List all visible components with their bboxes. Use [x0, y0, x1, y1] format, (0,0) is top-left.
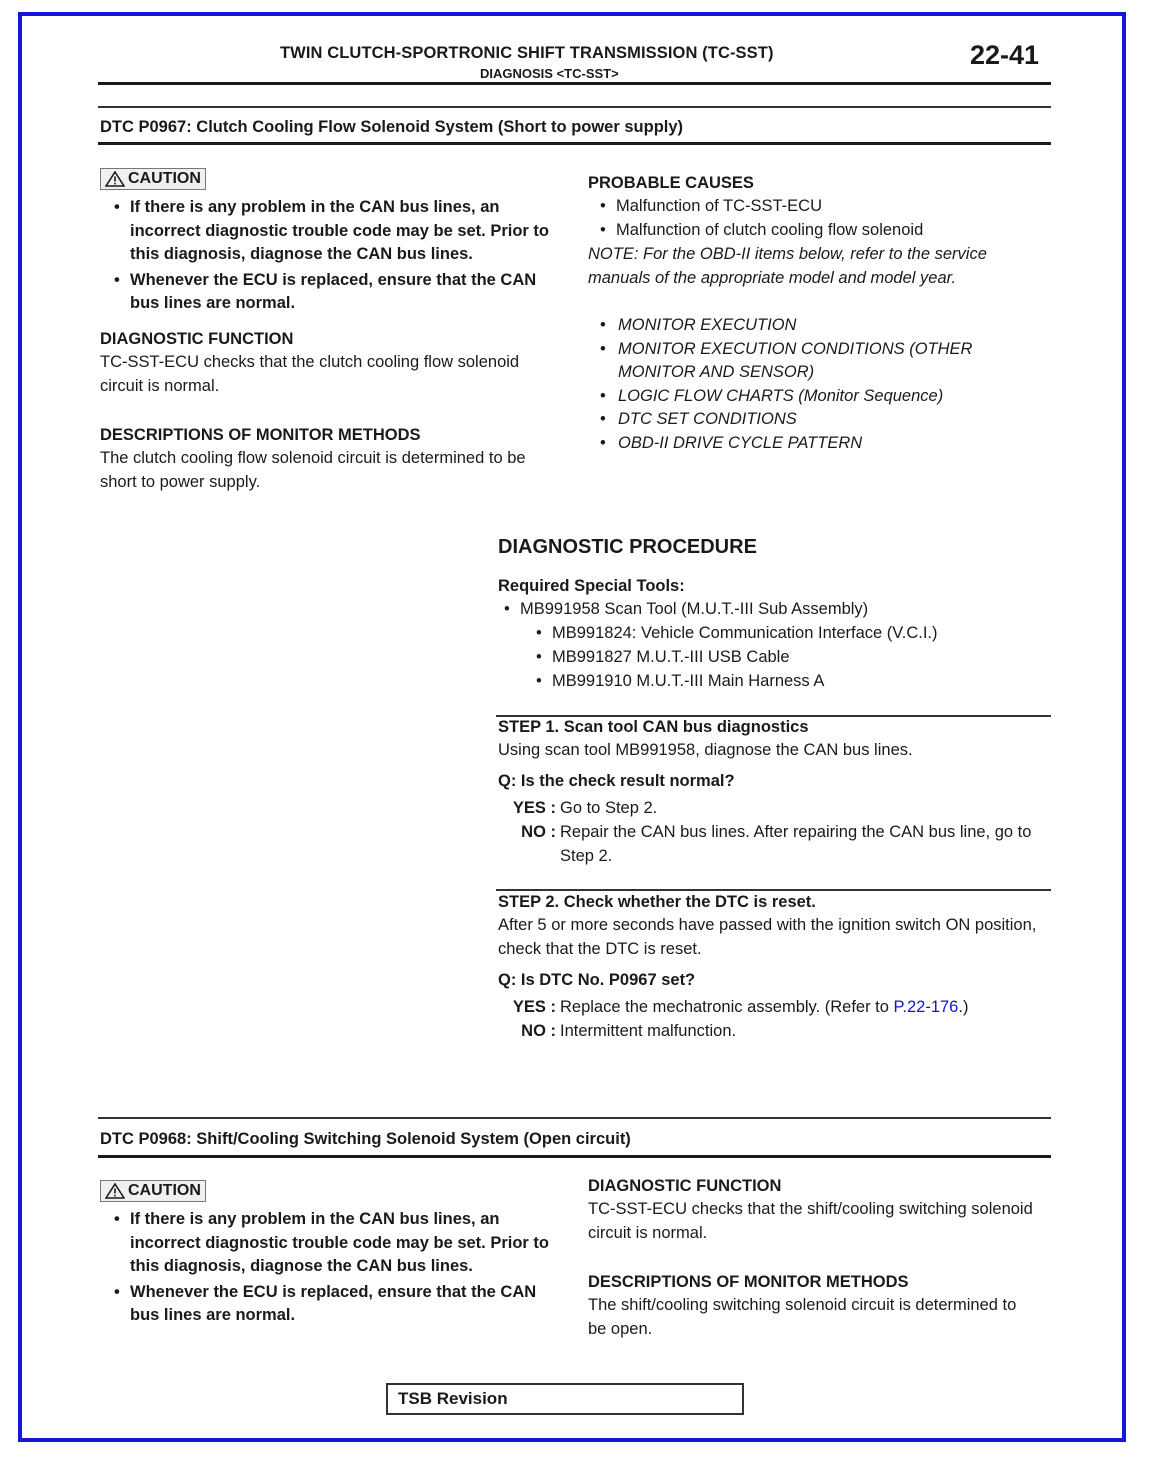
- tsb-revision-box: [386, 1383, 744, 1415]
- yes-text: Go to Step 2.: [560, 799, 658, 817]
- probable-causes-heading: PROBABLE CAUSES: [588, 174, 754, 192]
- section1-title: DTC P0967: Clutch Cooling Flow Solenoid System (Short to power supply): [100, 118, 684, 136]
- diag-function-heading: DIAGNOSTIC FUNCTION: [100, 329, 294, 348]
- no-label: NO :: [521, 1022, 556, 1040]
- obd-item: • MONITOR EXECUTION: [600, 314, 1048, 338]
- tools-heading: Required Special Tools:: [498, 577, 685, 595]
- yes-text-post: .): [958, 998, 969, 1016]
- tool-subitem: • MB991910 M.U.T.-III Main Harness A: [536, 669, 1051, 693]
- probable-cause-item: • Malfunction of TC-SST-ECU: [600, 194, 1048, 218]
- tsb-revision-label: TSB Revision: [398, 1389, 508, 1408]
- step2-question: Q: Is DTC No. P0967 set?: [498, 971, 696, 989]
- tool-subitem: • MB991827 M.U.T.-III USB Cable: [536, 645, 1051, 669]
- step2: [498, 891, 1051, 1043]
- obd-items-list: [600, 314, 1048, 455]
- no-label: NO :: [521, 823, 556, 841]
- monitor-methods-heading: DESCRIPTIONS OF MONITOR METHODS: [100, 425, 421, 444]
- page-number: 22-41: [970, 40, 1040, 70]
- section2-right-column: [588, 1175, 1048, 1341]
- step1-question: Q: Is the check result normal?: [498, 772, 735, 790]
- caution-item: • If there is any problem in the CAN bus lines, an incorrect diagnostic trouble code may be set. Prior to this diagnosis, diagnose the CAN bus lines.: [114, 1208, 562, 1279]
- step2-no: [498, 1019, 1051, 1043]
- section1-top-rule: [98, 106, 1051, 108]
- step2-title: STEP 2. Check whether the DTC is reset.: [498, 893, 816, 911]
- no-text: Intermittent malfunction.: [560, 1022, 737, 1040]
- caution-label: CAUTION: [128, 170, 201, 187]
- section2-title: DTC P0968: Shift/Cooling Switching Solenoid System (Open circuit): [100, 1130, 631, 1148]
- manual-subtitle: DIAGNOSIS <TC-SST>: [480, 66, 619, 81]
- caution-list: [114, 196, 562, 316]
- caution-item: • If there is any problem in the CAN bus lines, an incorrect diagnostic trouble code may be set. Prior to this diagnosis, diagnose the CAN bus lines.: [114, 196, 562, 267]
- section2-title-rule: [98, 1155, 1051, 1158]
- diag-function-text: TC-SST-ECU checks that the clutch cooling flow solenoid circuit is normal.: [100, 352, 520, 395]
- yes-label: YES :: [512, 799, 556, 817]
- section2-top-rule: [98, 1117, 1051, 1119]
- warning-triangle-icon: [105, 171, 125, 187]
- probable-causes-list: [600, 194, 1048, 242]
- section2-left-column: [100, 1180, 562, 1330]
- page-reference-link[interactable]: P.22-176: [893, 998, 959, 1016]
- section1-left-column: [100, 168, 562, 494]
- yes-text: [560, 995, 1051, 1019]
- step2-yes: [498, 995, 1051, 1019]
- tools-list: [504, 597, 1051, 621]
- diag-function-text: TC-SST-ECU checks that the shift/cooling switching solenoid circuit is normal.: [588, 1200, 1033, 1242]
- yes-text-pre: Replace the mechatronic assembly. (Refer to: [560, 998, 894, 1016]
- caution-box: [100, 168, 206, 190]
- step2-text: After 5 or more seconds have passed with the ignition switch ON position, check that the DTC is reset.: [498, 916, 1037, 958]
- step1: [498, 716, 1051, 868]
- monitor-methods-heading: DESCRIPTIONS OF MONITOR METHODS: [588, 1273, 909, 1291]
- obd-item: • LOGIC FLOW CHARTS (Monitor Sequence): [600, 385, 1048, 409]
- tool-item: • MB991958 Scan Tool (M.U.T.-III Sub Assembly): [504, 597, 1051, 621]
- probable-cause-item: • Malfunction of clutch cooling flow solenoid: [600, 218, 1048, 242]
- step1-yes: [498, 796, 1051, 820]
- caution-box: [100, 1180, 206, 1202]
- procedure-title: DIAGNOSTIC PROCEDURE: [498, 536, 757, 558]
- no-text: Repair the CAN bus lines. After repairing the CAN bus line, go to Step 2.: [560, 823, 1032, 865]
- diag-function-heading: DIAGNOSTIC FUNCTION: [588, 1177, 782, 1195]
- caution-item: • Whenever the ECU is replaced, ensure that the CAN bus lines are normal.: [114, 1281, 562, 1328]
- obd-note: NOTE: For the OBD-II items below, refer to the service manuals of the appropriate model and model year.: [588, 245, 987, 287]
- step1-text: Using scan tool MB991958, diagnose the CAN bus lines.: [498, 741, 913, 759]
- section1-title-rule: [98, 142, 1051, 145]
- monitor-methods-text: The shift/cooling switching solenoid circuit is determined to be open.: [588, 1296, 1017, 1338]
- obd-item: • OBD-II DRIVE CYCLE PATTERN: [600, 432, 1048, 456]
- caution-label: CAUTION: [128, 1182, 201, 1199]
- caution-list: [114, 1208, 562, 1328]
- yes-label: YES :: [512, 998, 556, 1016]
- section1-right-column: [588, 172, 1048, 455]
- tool-subitem: • MB991824: Vehicle Communication Interface (V.C.I.): [536, 621, 1051, 645]
- obd-item: • MONITOR EXECUTION CONDITIONS (OTHER MONITOR AND SENSOR): [600, 338, 1048, 385]
- diagnostic-procedure: [498, 536, 1051, 693]
- warning-triangle-icon: [105, 1183, 125, 1199]
- monitor-methods-text: The clutch cooling flow solenoid circuit is determined to be short to power supply.: [100, 448, 526, 491]
- header-rule: [98, 82, 1051, 85]
- caution-item: • Whenever the ECU is replaced, ensure that the CAN bus lines are normal.: [114, 269, 562, 316]
- tool-sublist: [536, 621, 1051, 693]
- step1-no: [498, 820, 1051, 868]
- obd-item: • DTC SET CONDITIONS: [600, 408, 1048, 432]
- step1-title: STEP 1. Scan tool CAN bus diagnostics: [498, 718, 809, 736]
- manual-title: TWIN CLUTCH-SPORTRONIC SHIFT TRANSMISSION (TC-SST): [280, 44, 774, 62]
